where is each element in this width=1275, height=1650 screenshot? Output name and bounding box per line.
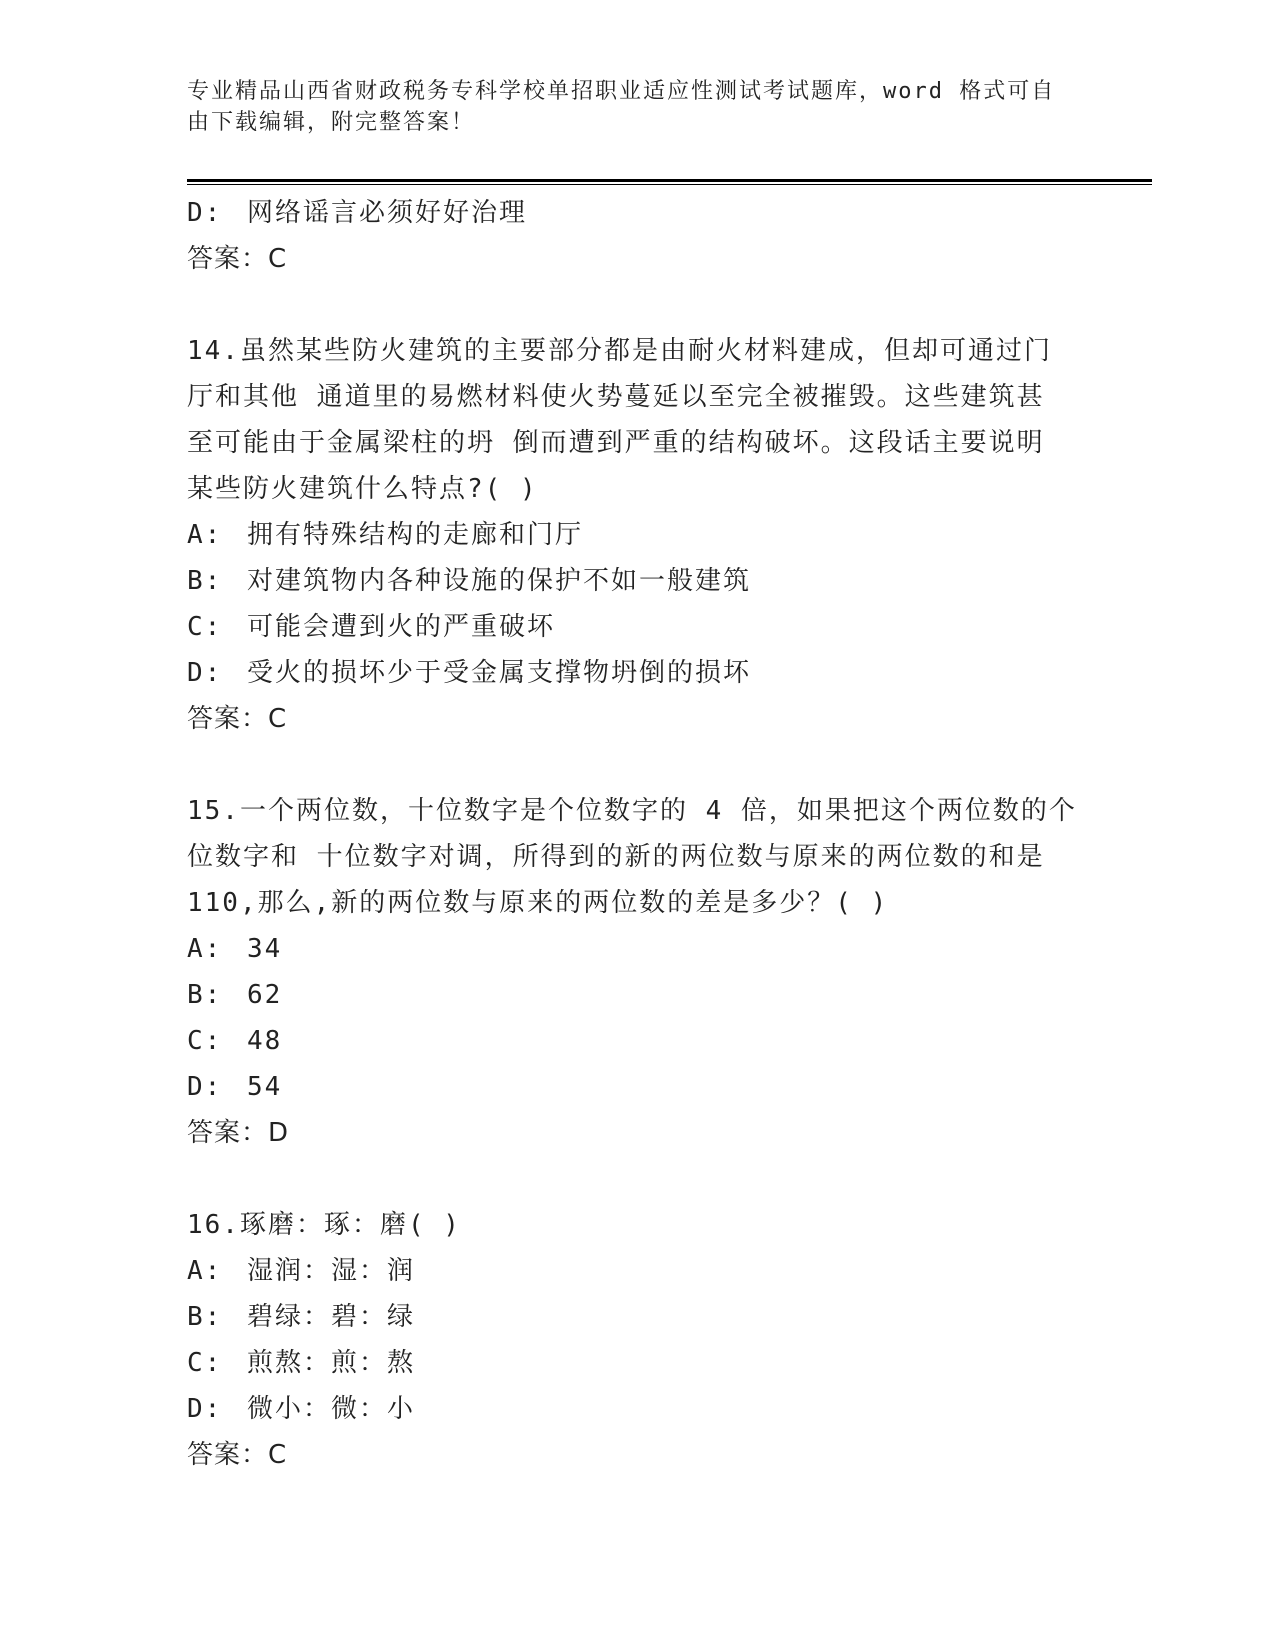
q15-option-b	[187, 972, 1077, 1018]
option-text: 48	[247, 1026, 283, 1056]
option-letter: A:	[187, 520, 223, 550]
option-letter: C:	[187, 1348, 223, 1378]
option-text: 网络谣言必须好好治理	[247, 198, 528, 228]
q16-stem-line: 16.琢磨：琢：磨( )	[187, 1210, 461, 1240]
option-letter: D:	[187, 198, 223, 228]
q15-option-c	[187, 1018, 1077, 1064]
option-letter: B:	[187, 566, 223, 596]
q15-option-d	[187, 1064, 1077, 1110]
q14-option-b	[187, 558, 1077, 604]
option-text: 对建筑物内各种设施的保护不如一般建筑	[247, 566, 752, 596]
q14-stem-line: 厅和其他 通道里的易燃材料使火势蔓延以至完全被摧毁。这些建筑甚	[187, 382, 1045, 412]
header-rule-thick	[187, 179, 1152, 182]
option-letter: D:	[187, 1394, 223, 1424]
q14-option-d	[187, 650, 1077, 696]
q16-answer: 答案：C	[187, 1440, 288, 1470]
q16-option-c	[187, 1340, 1077, 1386]
q16-option-b	[187, 1294, 1077, 1340]
option-letter: C:	[187, 1026, 223, 1056]
question-content	[187, 190, 1077, 1478]
option-text: 受火的损坏少于受金属支撑物坍倒的损坏	[247, 658, 752, 688]
option-letter: D:	[187, 658, 223, 688]
q14-stem-line: 某些防火建筑什么特点?( )	[187, 474, 538, 504]
option-text: 碧绿：碧：绿	[247, 1302, 416, 1332]
option-text: 54	[247, 1072, 283, 1102]
option-text: 可能会遭到火的严重破坏	[247, 612, 556, 642]
q13-answer: 答案：C	[187, 244, 288, 274]
option-letter: D:	[187, 1072, 223, 1102]
header-line-1: 专业精品山西省财政税务专科学校单招职业适应性测试考试题库，word 格式可自	[187, 79, 1056, 104]
option-letter: A:	[187, 1256, 223, 1286]
q16-option-a	[187, 1248, 1077, 1294]
q16-block	[187, 1202, 1077, 1478]
header-line-2: 由下载编辑，附完整答案！	[187, 110, 476, 135]
q15-stem-line: 位数字和 十位数字对调，所得到的新的两位数与原来的两位数的和是	[187, 842, 1045, 872]
option-text: 拥有特殊结构的走廊和门厅	[247, 520, 584, 550]
q16-option-d	[187, 1386, 1077, 1432]
q14-stem-line: 14.虽然某些防火建筑的主要部分都是由耐火材料建成，但却可通过门	[187, 336, 1052, 366]
q15-stem-line: 15.一个两位数，十位数字是个位数字的 4 倍，如果把这个两位数的个	[187, 796, 1077, 826]
option-text: 煎熬：煎：熬	[247, 1348, 416, 1378]
q14-option-c	[187, 604, 1077, 650]
q15-answer: 答案：D	[187, 1118, 290, 1148]
option-letter: A:	[187, 934, 223, 964]
document-header	[187, 76, 1077, 138]
option-text: 34	[247, 934, 283, 964]
q15-block	[187, 788, 1077, 1156]
option-text: 湿润：湿：润	[247, 1256, 416, 1286]
option-letter: B:	[187, 1302, 223, 1332]
q15-option-a	[187, 926, 1077, 972]
q14-stem-line: 至可能由于金属梁柱的坍 倒而遭到严重的结构破坏。这段话主要说明	[187, 428, 1045, 458]
header-rule-thin	[187, 184, 1152, 185]
q15-stem-line: 110,那么,新的两位数与原来的两位数的差是多少？( )	[187, 888, 889, 918]
q14-option-a	[187, 512, 1077, 558]
option-text: 微小：微：小	[247, 1394, 416, 1424]
option-letter: C:	[187, 612, 223, 642]
q13-option-d	[187, 190, 1077, 236]
q14-answer: 答案：C	[187, 704, 288, 734]
q14-block	[187, 328, 1077, 742]
option-letter: B:	[187, 980, 223, 1010]
option-text: 62	[247, 980, 283, 1010]
